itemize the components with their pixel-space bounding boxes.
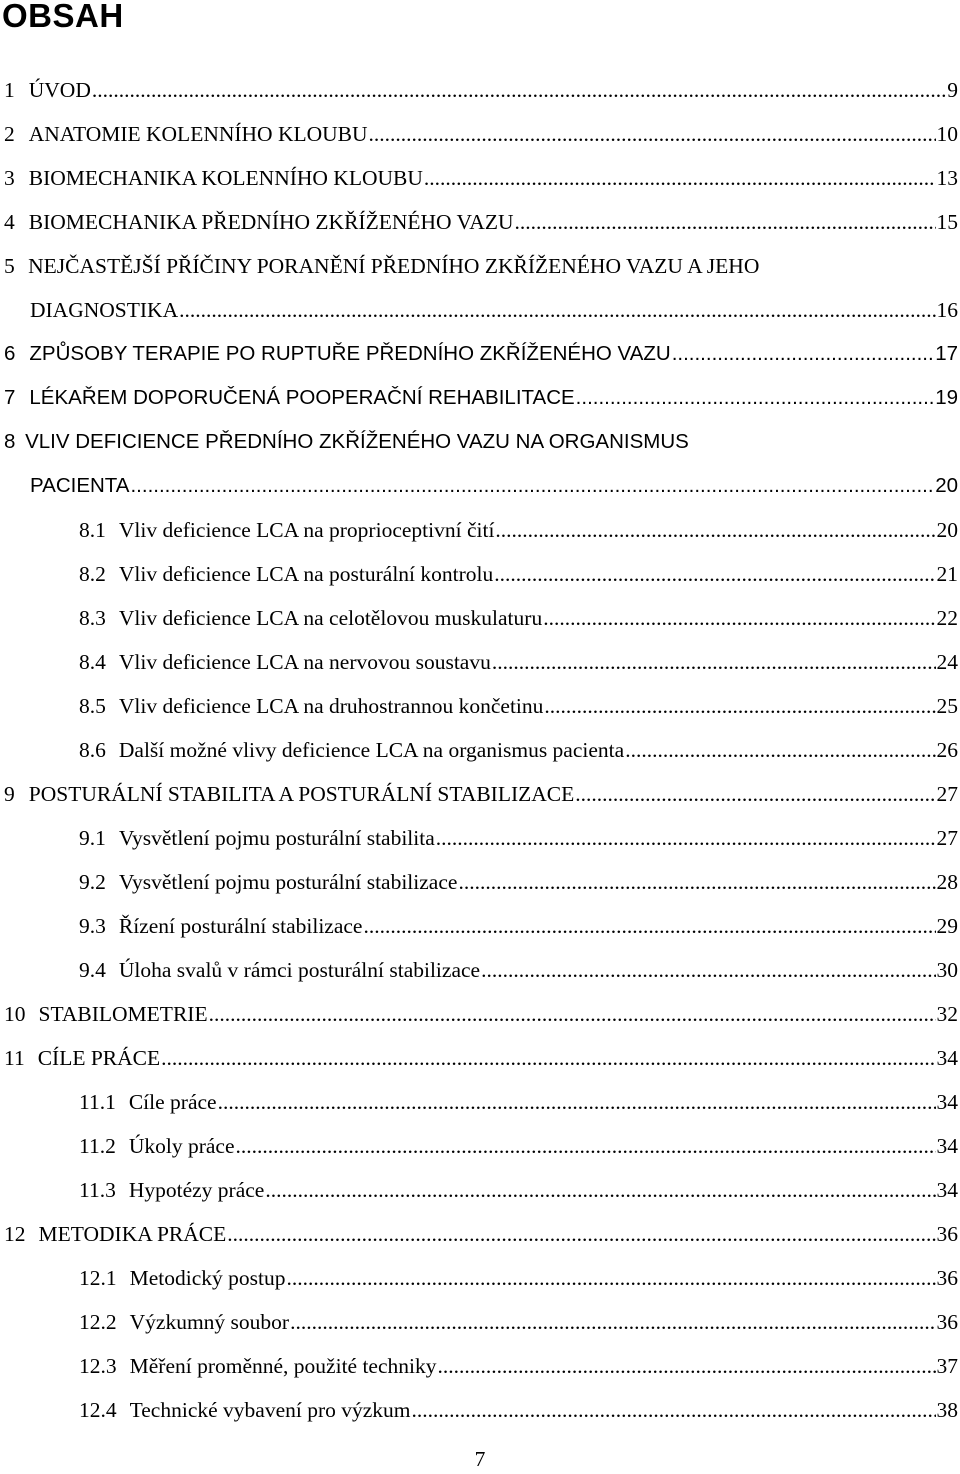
entry-page: 37	[936, 1354, 958, 1378]
dot-leader	[218, 1087, 936, 1117]
entry-page: 9	[947, 78, 958, 102]
dot-leader	[227, 1219, 935, 1249]
dot-leader	[495, 515, 935, 545]
entry-title: Vliv deficience LCA na proprioceptivní čití	[118, 518, 495, 542]
dot-leader	[458, 867, 935, 897]
entry-page: 34	[936, 1178, 958, 1202]
entry-page: 34	[936, 1134, 958, 1158]
toc-entry-8-6[interactable]	[79, 735, 958, 765]
entry-number: 6	[4, 342, 16, 365]
entry-title: Hypotézy práce	[128, 1178, 265, 1202]
toc-entry-1[interactable]	[4, 75, 958, 105]
toc-entry-8-1[interactable]	[79, 515, 958, 545]
dot-leader	[179, 295, 935, 325]
entry-page: 36	[936, 1266, 958, 1290]
entry-page: 13	[936, 166, 958, 190]
entry-title: POSTURÁLNÍ STABILITA A POSTURÁLNÍ STABILIZACE	[28, 782, 575, 806]
entry-number: 8.1	[79, 518, 106, 542]
dot-leader	[130, 471, 934, 501]
toc-entry-8-line1[interactable]	[4, 427, 689, 457]
entry-page: 27	[936, 782, 958, 806]
entry-number: 8.2	[79, 562, 106, 586]
entry-number: 8.3	[79, 606, 106, 630]
toc-entry-8-2[interactable]	[79, 559, 958, 589]
entry-number: 11	[4, 1046, 25, 1070]
entry-number: 10	[4, 1002, 26, 1026]
entry-title: Úloha svalů v rámci posturální stabilizace	[118, 958, 481, 982]
entry-number: 3	[4, 166, 15, 190]
entry-page: 16	[936, 298, 958, 322]
entry-title: Úkoly práce	[128, 1134, 235, 1158]
toc-entry-11[interactable]	[4, 1043, 958, 1073]
toc-entry-12-1[interactable]	[79, 1263, 958, 1293]
dot-leader	[424, 163, 936, 193]
dot-leader	[92, 75, 946, 105]
entry-page: 19	[935, 386, 958, 409]
entry-title-line1: NEJČASTĚJŠÍ PŘÍČINY PORANĚNÍ PŘEDNÍHO ZKŘÍŽENÉHO VAZU A JEHO	[28, 254, 760, 278]
entry-title: Výzkumný soubor	[129, 1310, 290, 1334]
entry-title: ÚVOD	[28, 78, 91, 102]
entry-page: 21	[936, 562, 958, 586]
dot-leader	[369, 119, 936, 149]
entry-number: 9.1	[79, 826, 106, 850]
dot-leader	[543, 603, 935, 633]
toc-entry-12-4[interactable]	[79, 1395, 958, 1425]
entry-title: Řízení posturální stabilizace	[118, 914, 363, 938]
entry-title: Vliv deficience LCA na druhostrannou končetinu	[118, 694, 544, 718]
entry-page: 24	[936, 650, 958, 674]
dot-leader	[290, 1307, 935, 1337]
entry-page: 20	[936, 518, 958, 542]
dot-leader	[236, 1131, 936, 1161]
entry-title-line1: VLIV DEFICIENCE PŘEDNÍHO ZKŘÍŽENÉHO VAZU NA ORGANISMUS	[25, 430, 689, 453]
toc-entry-5[interactable]	[30, 295, 958, 325]
entry-title: ANATOMIE KOLENNÍHO KLOUBU	[28, 122, 368, 146]
dot-leader	[575, 779, 935, 809]
entry-number: 7	[4, 386, 16, 409]
entry-number: 12.1	[79, 1266, 117, 1290]
entry-title: ZPŮSOBY TERAPIE PO RUPTUŘE PŘEDNÍHO ZKŘÍŽENÉHO VAZU	[29, 342, 671, 365]
toc-entry-12[interactable]	[4, 1219, 958, 1249]
entry-title: Vliv deficience LCA na nervovou soustavu	[118, 650, 491, 674]
entry-number: 8.5	[79, 694, 106, 718]
entry-page: 15	[936, 210, 958, 234]
entry-title: Vliv deficience LCA na posturální kontrolu	[118, 562, 494, 586]
toc-heading: OBSAH	[2, 0, 124, 34]
entry-number: 12.3	[79, 1354, 117, 1378]
dot-leader	[265, 1175, 935, 1205]
dot-leader	[515, 207, 936, 237]
dot-leader	[481, 955, 935, 985]
entry-page: 30	[936, 958, 958, 982]
entry-page: 17	[935, 342, 958, 365]
entry-title: DIAGNOSTIKA	[30, 298, 179, 322]
toc-entry-9-3[interactable]	[79, 911, 958, 941]
toc-entry-10[interactable]	[4, 999, 958, 1029]
entry-number: 11.3	[79, 1178, 116, 1202]
entry-page: 29	[936, 914, 958, 938]
entry-title: BIOMECHANIKA KOLENNÍHO KLOUBU	[28, 166, 423, 190]
dot-leader	[287, 1263, 936, 1293]
entry-number: 11.1	[79, 1090, 116, 1114]
dot-leader	[576, 383, 935, 413]
toc-entry-8-3[interactable]	[79, 603, 958, 633]
page-number: 7	[474, 1447, 486, 1471]
entry-title: METODIKA PRÁCE	[38, 1222, 227, 1246]
toc-entry-11-3[interactable]	[79, 1175, 958, 1205]
dot-leader	[209, 999, 936, 1029]
entry-page: 25	[936, 694, 958, 718]
entry-page: 27	[936, 826, 958, 850]
entry-title: Vysvětlení pojmu posturální stabilizace	[118, 870, 458, 894]
dot-leader	[492, 647, 936, 677]
entry-number: 11.2	[79, 1134, 116, 1158]
dot-leader	[436, 823, 936, 853]
dot-leader	[494, 559, 935, 589]
entry-title: Technické vybavení pro výzkum	[129, 1398, 411, 1422]
toc-entry-3[interactable]	[4, 163, 958, 193]
entry-page: 20	[935, 474, 958, 497]
dot-leader	[161, 1043, 935, 1073]
toc-entry-9-2[interactable]	[79, 867, 958, 897]
entry-title: LÉKAŘEM DOPORUČENÁ POOPERAČNÍ REHABILITACE	[29, 386, 575, 409]
entry-page: 32	[936, 1002, 958, 1026]
entry-title: BIOMECHANIKA PŘEDNÍHO ZKŘÍŽENÉHO VAZU	[28, 210, 514, 234]
entry-title: Metodický postup	[129, 1266, 286, 1290]
toc-entry-7[interactable]	[4, 383, 958, 413]
entry-title: Další možné vlivy deficience LCA na organismus pacienta	[118, 738, 625, 762]
dot-leader	[412, 1395, 936, 1425]
entry-number: 2	[4, 122, 15, 146]
entry-title: CÍLE PRÁCE	[37, 1046, 161, 1070]
entry-title: Vliv deficience LCA na celotělovou muskulaturu	[118, 606, 543, 630]
dot-leader	[625, 735, 935, 765]
entry-title: Měření proměnné, použité techniky	[129, 1354, 437, 1378]
toc-entry-9[interactable]	[4, 779, 958, 809]
entry-page: 34	[936, 1090, 958, 1114]
entry-title: Cíle práce	[128, 1090, 217, 1114]
entry-page: 10	[936, 122, 958, 146]
entry-page: 22	[936, 606, 958, 630]
entry-page: 34	[936, 1046, 958, 1070]
entry-page: 38	[936, 1398, 958, 1422]
entry-title: STABILOMETRIE	[38, 1002, 208, 1026]
toc-entry-4[interactable]	[4, 207, 958, 237]
entry-number: 8.6	[79, 738, 106, 762]
entry-page: 28	[936, 870, 958, 894]
entry-number: 12.2	[79, 1310, 117, 1334]
entry-number: 8.4	[79, 650, 106, 674]
entry-number: 9.4	[79, 958, 106, 982]
toc-entry-12-3[interactable]	[79, 1351, 958, 1381]
toc-entry-8-5[interactable]	[79, 691, 958, 721]
entry-number: 8	[4, 430, 16, 453]
toc-entry-6[interactable]	[4, 339, 958, 369]
entry-number: 9	[4, 782, 15, 806]
toc-entry-2[interactable]	[4, 119, 958, 149]
entry-number: 9.3	[79, 914, 106, 938]
toc-entry-12-2[interactable]	[79, 1307, 958, 1337]
toc-entry-9-1[interactable]	[79, 823, 958, 853]
entry-page: 26	[936, 738, 958, 762]
entry-number: 4	[4, 210, 15, 234]
toc-entry-11-1[interactable]	[79, 1087, 958, 1117]
toc-entry-5-line1[interactable]	[4, 251, 759, 281]
entry-number: 12	[4, 1222, 26, 1246]
toc-entry-9-4[interactable]	[79, 955, 958, 985]
entry-number: 9.2	[79, 870, 106, 894]
entry-page: 36	[936, 1222, 958, 1246]
toc-entry-8-4[interactable]	[79, 647, 958, 677]
dot-leader	[544, 691, 935, 721]
entry-number: 12.4	[79, 1398, 117, 1422]
dot-leader	[672, 339, 934, 369]
entry-title: PACIENTA	[30, 474, 130, 497]
entry-number: 1	[4, 78, 15, 102]
dot-leader	[438, 1351, 936, 1381]
entry-page: 36	[936, 1310, 958, 1334]
toc-entry-8[interactable]	[30, 471, 958, 501]
entry-number: 5	[4, 254, 15, 278]
entry-title: Vysvětlení pojmu posturální stabilita	[118, 826, 435, 850]
toc-entry-11-2[interactable]	[79, 1131, 958, 1161]
dot-leader	[363, 911, 935, 941]
